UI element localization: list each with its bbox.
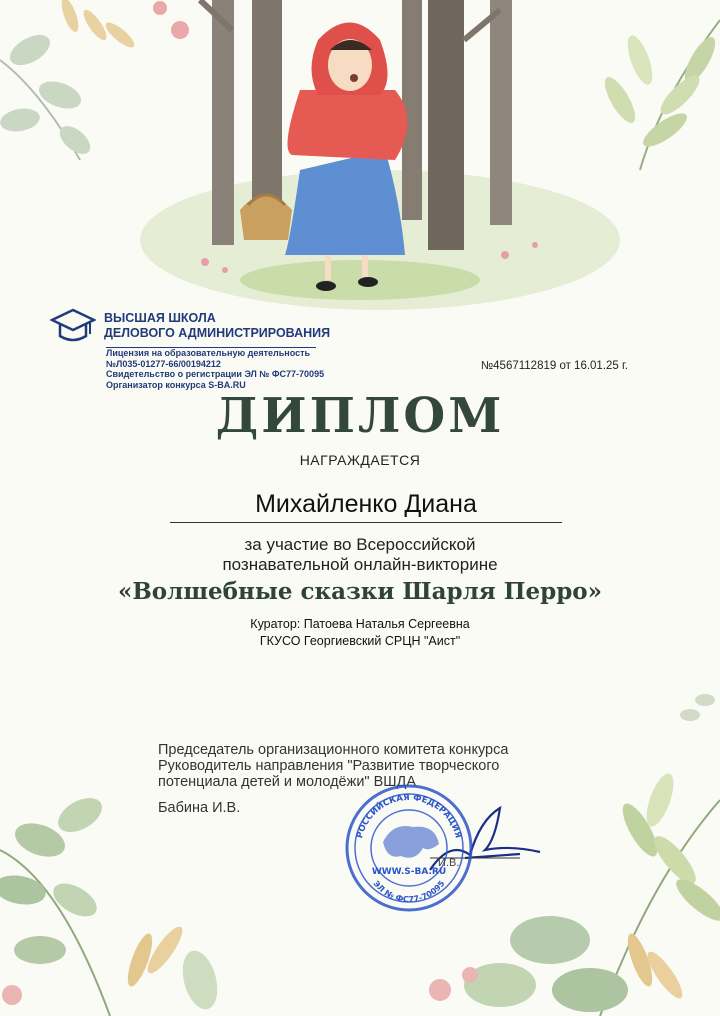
participation-line2: познавательной онлайн-викторине: [222, 555, 498, 574]
participation-text: [0, 535, 720, 575]
organizer-block: [50, 306, 370, 390]
signatory-line2: Руководитель направления "Развитие творческого: [158, 758, 500, 774]
license-line2: №Л035-01277-66/00194212: [106, 358, 221, 369]
signatory-line1: Председатель организационного комитета конкурса: [158, 742, 509, 758]
registration-line: Свидетельство о регистрации ЭЛ № ФС77-70095: [106, 369, 325, 379]
school-name-line1: ВЫСШАЯ ШКОЛА: [104, 311, 216, 325]
top-left-fern: [58, 0, 137, 51]
awarded-label: НАГРАЖДАЕТСЯ: [299, 452, 421, 468]
school-name: [104, 311, 330, 341]
signature-initials: И.В.: [438, 857, 460, 869]
curator-block: [0, 616, 720, 650]
diploma-title: ДИПЛОМ: [215, 388, 505, 444]
right-side-sprig: [680, 694, 715, 721]
pink-flower: [153, 1, 167, 15]
official-stamp: [343, 782, 475, 914]
signatory-line3: потенциала детей и молодёжи" ВШДА: [158, 774, 417, 790]
contest-organizer-line: Организатор конкурса S-BA.RU: [106, 379, 246, 390]
license-line1: Лицензия на образовательную деятельность: [106, 348, 311, 358]
bottom-left-foliage: [0, 791, 223, 1016]
recipient-name: Михайленко Диана: [170, 490, 562, 523]
quiz-title: «Волшебные сказки Шарля Перро»: [117, 578, 603, 605]
signatory-name: Бабина И.В.: [158, 800, 241, 816]
document-number: №4567112819 от 16.01.25 г.: [480, 360, 628, 372]
globe-icon: [383, 826, 439, 858]
stamp-ring-text: РОССИЙСКАЯ ФЕДЕРАЦИЯ: [355, 792, 463, 840]
license-info: [106, 348, 370, 390]
school-name-line2: ДЕЛОВОГО АДМИНИСТРИРОВАНИЯ: [104, 326, 331, 340]
curator-line: Куратор: Патоева Наталья Сергеевна: [250, 617, 470, 631]
stamp-center-text: WWW.S-BA.RU: [371, 867, 447, 877]
stamp-bottom-text: ЭЛ № ФС77-70095: [371, 879, 447, 905]
top-right-leaves: [599, 20, 720, 170]
institution-line: ГКУСО Георгиевский СРЦН "Аист": [259, 634, 461, 648]
pink-flower: [171, 21, 189, 39]
participation-line1: за участие во Всероссийской: [244, 535, 476, 554]
graduation-cap-icon: [50, 306, 96, 346]
top-left-leaves: [0, 29, 95, 160]
svg-text:ЭЛ № ФС77-70095: [371, 879, 446, 904]
